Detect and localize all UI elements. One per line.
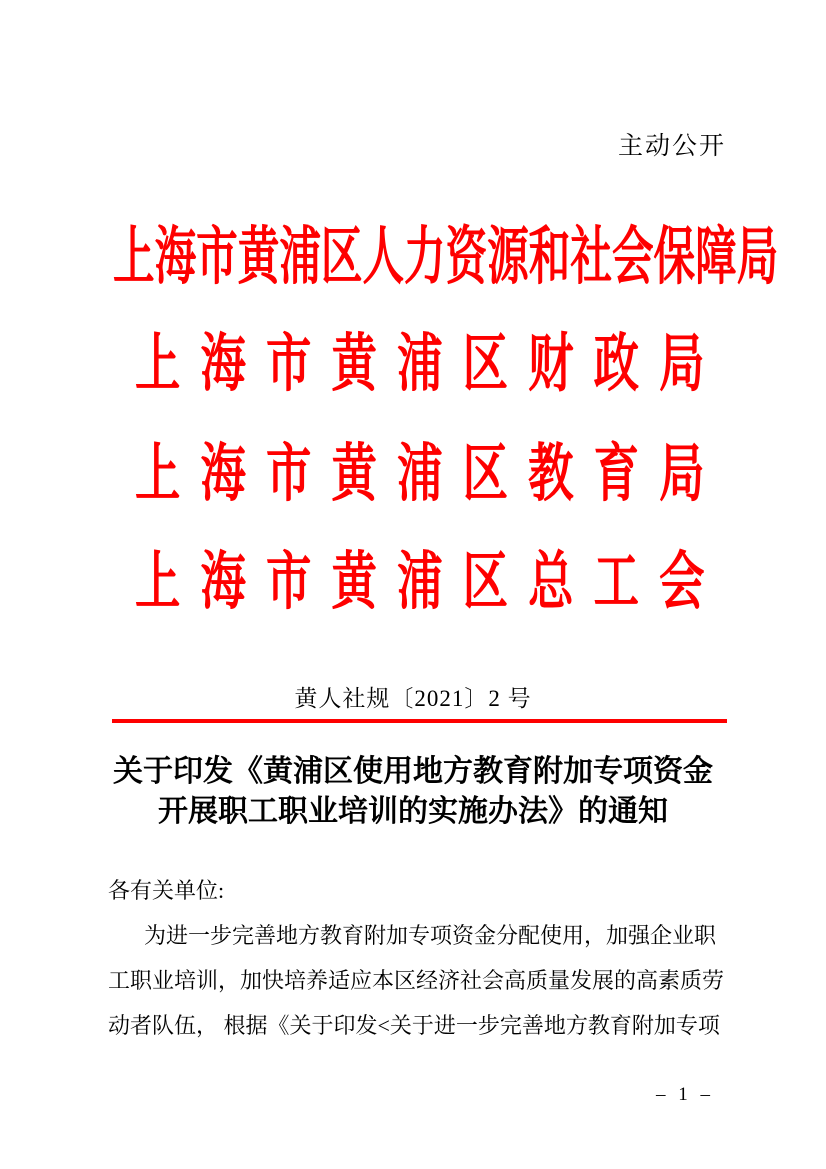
issuer-line-finance-bureau: 上海市黄浦区财政局 bbox=[135, 329, 725, 399]
issuer-line-education-bureau: 上海市黄浦区教育局 bbox=[135, 439, 725, 509]
disclosure-label: 主动公开 bbox=[617, 132, 726, 160]
document-title-line-2: 开展职工职业培训的实施办法》的通知 bbox=[158, 795, 668, 828]
body-paragraph bbox=[108, 868, 725, 1048]
issuer-line-hrss-bureau: 上海市黄浦区人力资源和社会保障局 bbox=[113, 222, 779, 292]
document-title-line-1: 关于印发《黄浦区使用地方教育附加专项资金 bbox=[113, 755, 713, 788]
document-reference-number: 黄人社规〔2021〕2 号 bbox=[294, 686, 532, 711]
issuer-line-trade-union: 上海市黄浦区总工会 bbox=[135, 547, 725, 617]
body-line-1: 为进一步完善地方教育附加专项资金分配使用，加强企业职 bbox=[144, 923, 717, 948]
page-number: – 1 – bbox=[656, 1084, 714, 1105]
red-separator-rule bbox=[112, 719, 727, 723]
document-title bbox=[0, 752, 826, 832]
body-line-3: 动者队伍， 根据《关于印发<关于进一步完善地方教育附加专项 bbox=[108, 1013, 720, 1038]
salutation: 各有关单位: bbox=[108, 878, 225, 903]
body-line-2: 工职业培训，加快培养适应本区经济社会高质量发展的高素质劳 bbox=[108, 968, 725, 993]
